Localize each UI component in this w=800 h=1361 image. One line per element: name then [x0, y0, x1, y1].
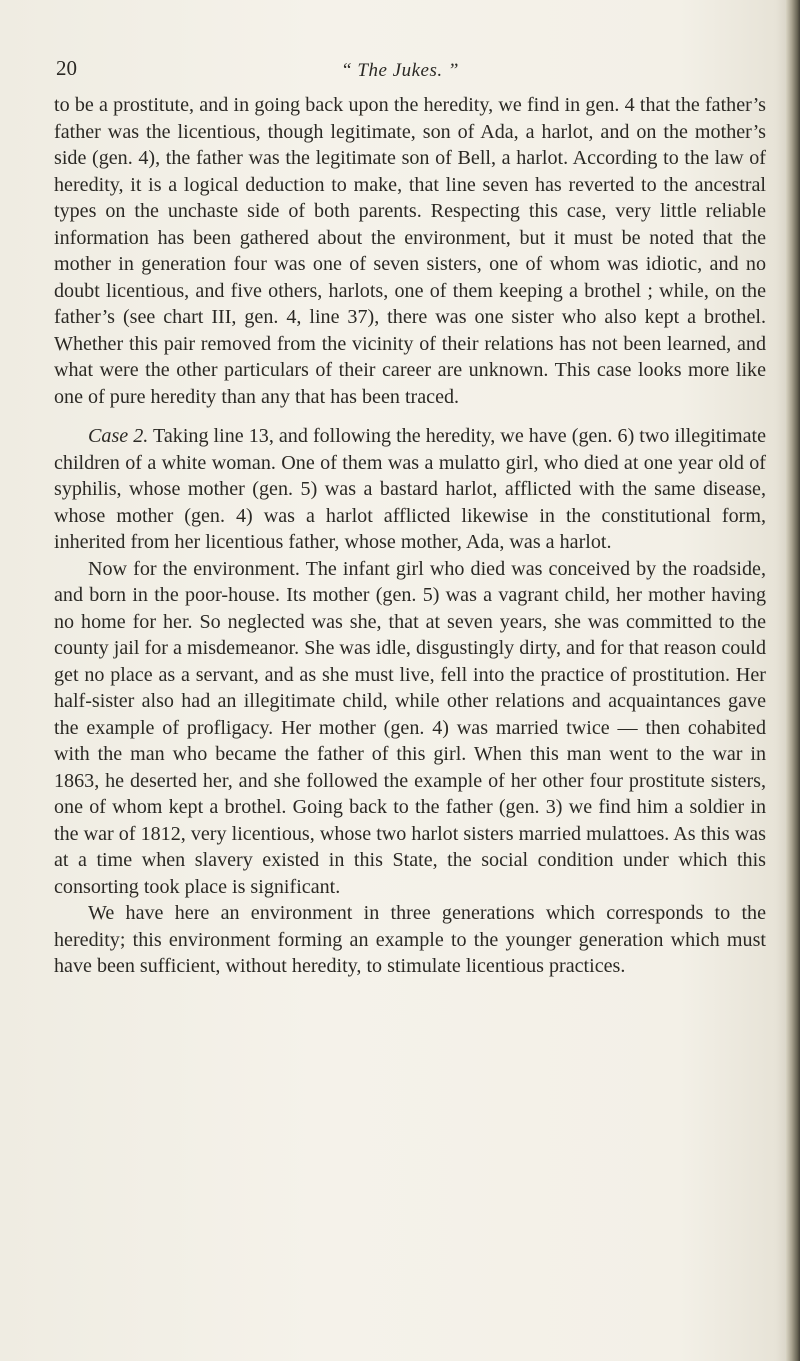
paragraph-text: Taking line 13, and following the heredity, we have (gen. 6) two illegitimate children of a white woman. One of them was a mulatto girl, who died at one year old of syphilis, whose mother (gen. 5) was a bastard harlot, afflicted with the same disease, whose mother (gen. 4) was a harlot afflicted likewise in the constitutional form, inherited from her licentious father, whose mother, Ada, was a harlot.	[54, 425, 767, 553]
page-number: 20	[56, 56, 77, 80]
paragraph-continuation	[54, 92, 766, 410]
paragraph-conclusion	[54, 900, 766, 980]
paragraph-case-2	[54, 423, 766, 556]
case-label: Case 2.	[88, 425, 149, 447]
paragraph-text: We have here an environment in three generations which corresponds to the heredity; this environment forming an example to the younger generation which must have been sufficient, without heredity, to stimulate licentious practices.	[54, 902, 766, 977]
page-edge-shadow	[786, 0, 800, 1361]
paragraph-text: Now for the environment. The infant girl who died was conceived by the roadside, and born in the poor-house. Its mother (gen. 5) was a vagrant child, her mother having no home for her. So neglected was she, that at seven years, she was committed to the county jail for a misdemeanor. She was idle, disgustingly dirty, and for that reason could get no place as a servant, and as she must live, fell into the practice of prostitution. Her half-sister also had an illegitimate child, while other relations and acquaintances gave the example of profligacy. Her mother (gen. 4) was married twice — then cohabited with the man who became the father of this girl. When this man went to the war in 1863, he deserted her, and she followed the example of her other four prostitute sisters, one of whom kept a brothel. Going back to the father (gen. 3) we find him a soldier in the war of 1812, very licentious, whose two harlot sisters married mulattoes. As this was at a time when slavery existed in this State, the social condition under which this consorting took place is significant.	[54, 557, 766, 898]
running-title: “ The Jukes. ”	[341, 60, 459, 81]
paragraph-text: to be a prostitute, and in going back upon the heredity, we find in gen. 4 that the father’s father was the licentious, though legitimate, son of Ada, a harlot, and on the mother’s side (gen. 4), the father was the legitimate son of Bell, a harlot. According to the law of heredity, it is a logical deduction to make, that line seven has reverted to the ancestral types on the unchaste side of both parents. Respecting this case, very little reliable information has been gathered about the environment, but it must be noted that the mother in generation four was one of seven sisters, one of whom was idiotic, and no doubt licentious, and five others, harlots, one of them keeping a brothel ; while, on the father’s (see chart III, gen. 4, line 37), there was one sister who also kept a brothel. Whether this pair removed from the vicinity of their relations has not been learned, and what were the other particulars of their career are unknown. This case looks more like one of pure heredity than any that has been traced.	[54, 94, 766, 408]
paragraph-environment	[54, 556, 766, 901]
body-text	[54, 92, 766, 980]
